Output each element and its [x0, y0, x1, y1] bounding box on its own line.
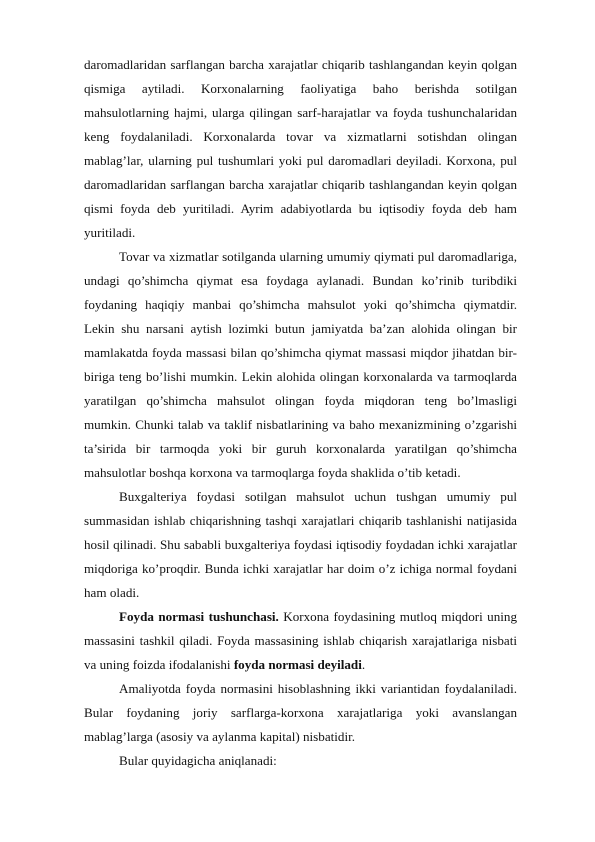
paragraph-6-text: Bular quyidagicha aniqlanadi: [119, 753, 277, 768]
paragraph-5-text: Amaliyotda foyda normasini hisoblashning ikki variantidan foydalaniladi. Bular foydaning joriy sarflarga-korxona xarajatlariga yoki avanslangan mablag’larga (asosiy va aylanma kapital) nisbatidir. [84, 681, 517, 744]
paragraph-3-text: Buxgalteriya foydasi sotilgan mahsulot uchun tushgan umumiy pul summasidan ishlab chiqarishning tashqi xarajatlari chiqarib tashlanishi natijasida hosil qilinadi. Shu sababli buxgalteriya foydasi iqtisodiy foydadan ichki xarajatlar miqdoriga ko’proqdir. Bunda ichki xarajatlar har doim o’z ichiga normal foydani ham oladi. [84, 489, 517, 600]
paragraph-2-text: Tovar va xizmatlar sotilganda ularning umumiy qiymati pul daromadlariga, undagi qo’shimcha qiymat esa foydaga aylanadi. Bundan ko’rinib turibdiki foydaning haqiqiy manbai qo’shimcha mahsulot yoki qo’shimcha qiymatdir. Lekin shu narsani aytish lozimki butun jamiyatda ba’zan alohida olingan bir mamlakatda foyda massasi bilan qo’shimcha qiymat massasi miqdor jihatdan bir-biriga teng bo’lishi mumkin. Lekin alohida olingan korxonalarda va tarmoqlarda yaratilgan qo’shimcha mahsulot olingan foyda miqdoran teng bo’lmasligi mumkin. Chunki talab va taklif nisbatlarining va baho mexanizmining o’zgarishi ta’sirida bir tarmoqda yoki bir guruh korxonalarda yaratilgan qo’shimcha mahsulotlar boshqa korxona va tarmoqlarga foyda shaklida o’tib ketadi. [84, 249, 517, 480]
paragraph-1 [84, 53, 517, 245]
document-page [84, 53, 517, 773]
paragraph-3 [84, 485, 517, 605]
paragraph-4-text: Korxona foydasining mutloq miqdori uning massasini tashkil qiladi. Foyda massasining ishlab chiqarish xarajatlariga nisbati va uning foizda ifodalanishi [84, 609, 517, 672]
paragraph-4 [84, 605, 517, 677]
paragraph-2 [84, 245, 517, 485]
paragraph-5 [84, 677, 517, 749]
paragraph-4-lead-bold: Foyda normasi tushunchasi. [119, 609, 279, 624]
paragraph-1-text: daromadlaridan sarflangan barcha xarajatlar chiqarib tashlangandan keyin qolgan qismiga aytiladi. Korxonalarning faoliyatiga baho berishda sotilgan mahsulotlarning hajmi, ularga qilingan sarf-harajatlar va foyda tushunchalaridan keng foydalaniladi. Korxonalarda tovar va xizmatlarni sotishdan olingan mablag’lar, ularning pul tushumlari yoki pul daromadlari deyiladi. Korxona, pul daromadlaridan sarflangan barcha xarajatlar chiqarib tashlangandan keyin qolgan qismi foyda deb yuritiladi. Ayrim adabiyotlarda bu iqtisodiy foyda deb ham yuritiladi. [84, 57, 517, 240]
paragraph-6 [84, 749, 517, 773]
paragraph-4-tail-bold: foyda normasi deyiladi [233, 657, 362, 672]
paragraph-4-tail: . [361, 657, 366, 672]
